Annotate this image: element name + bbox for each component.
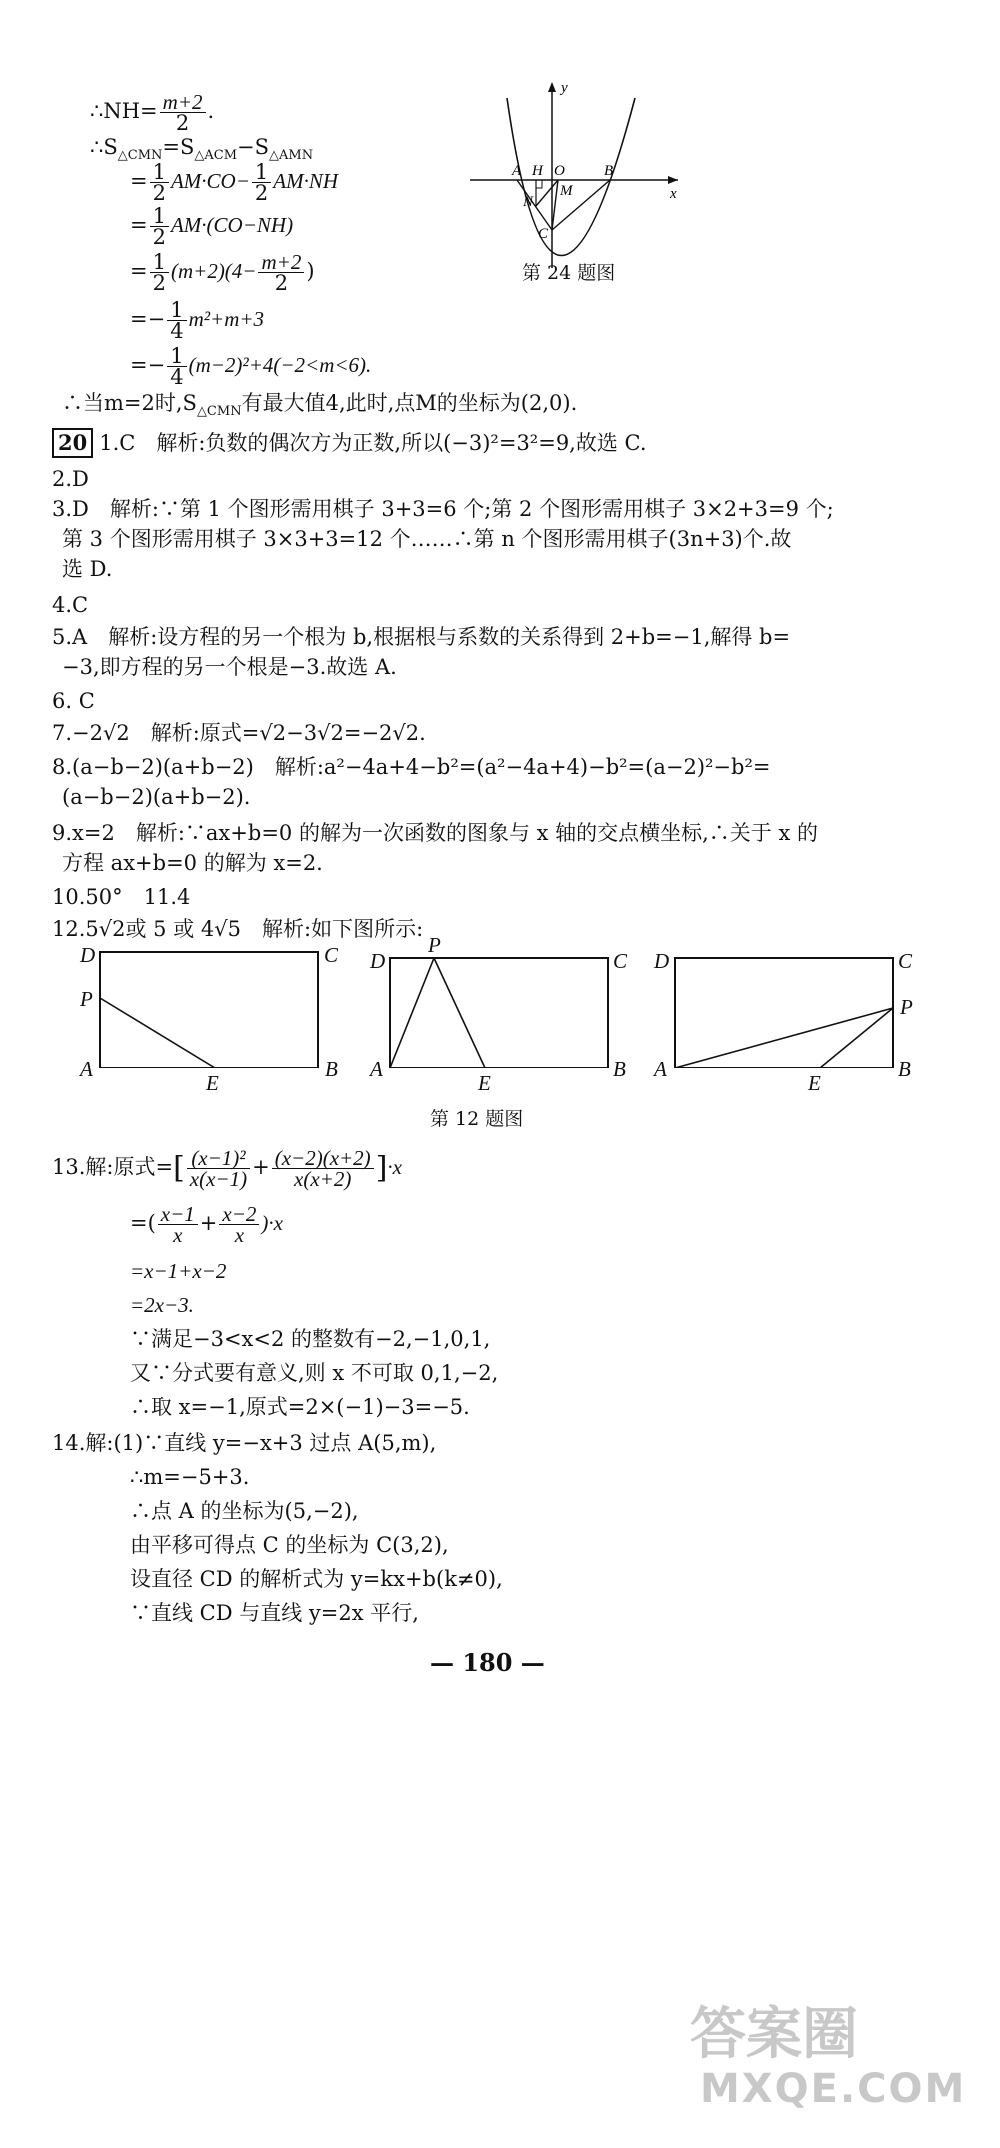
answer-14-line-3: ∴点 A 的坐标为(5,−2), — [130, 1499, 359, 1523]
fig12-label-b-1: B — [325, 1057, 338, 1081]
answer-7: 7.−2√2 解析:原式=√2−3√2=−2√2. — [52, 721, 426, 745]
answer-13-line-2: =( $\frac{x-1}{x}$ + $\frac{x-2}{x}$ )·x — [130, 1202, 283, 1247]
watermark-url: MXQE.COM — [700, 2066, 967, 2112]
answer-13-line-6: 又∵分式要有意义,则 x 不可取 0,1,−2, — [130, 1361, 499, 1385]
fig12-label-a-1: A — [80, 1057, 93, 1081]
q24-line-area: $\therefore S_{\triangle CMN}=S_{\triangle ACM}-S_{\triangle AMN}$ — [90, 135, 314, 164]
segment-pe-1 — [100, 998, 215, 1068]
fig12-label-d-3: D — [654, 949, 670, 973]
segment-cm — [552, 180, 558, 230]
q24-line-nh: ∴NH= $\frac{m+2}{2}$ . — [90, 90, 215, 135]
q24-step-4: =− $\frac{1}{4}$ m²+m+3 — [130, 298, 265, 343]
fig12-label-e-3: E — [808, 1071, 821, 1095]
answer-9-line-1: 9.x=2 解析:∵ax+b=0 的解为一次函数的图象与 x 轴的交点横坐标,∴关于 x 的 — [52, 821, 819, 845]
rect-abcd-2 — [390, 958, 608, 1068]
fig12-label-d-1: D — [80, 943, 96, 967]
fig12-label-p-2: P — [428, 933, 441, 957]
fig12-label-p-3: P — [900, 995, 913, 1019]
label-m: M — [560, 183, 573, 199]
fig12-label-e-2: E — [478, 1071, 491, 1095]
q24-step-5: =− $\frac{1}{4}$ (m−2)²+4(−2<m<6). — [130, 344, 372, 389]
answer-8-line-2: (a−b−2)(a+b−2). — [62, 785, 251, 809]
page-number: — 180 — — [430, 1648, 545, 1677]
answer-5-line-2: −3,即方程的另一个根是−3.故选 A. — [62, 655, 397, 679]
answer-13-line-3: =x−1+x−2 — [130, 1259, 227, 1283]
figure-12-panel-2 — [390, 958, 608, 1068]
answer-14-line-1: 14.解:(1)∵直线 y=−x+3 过点 A(5,m), — [52, 1431, 437, 1455]
fig12-label-a-3: A — [654, 1057, 667, 1081]
rect-abcd-3 — [675, 958, 893, 1068]
segment-pe-3 — [820, 1008, 893, 1068]
answer-10-11: 10.50° 11.4 — [52, 885, 191, 909]
segment-ap-2 — [390, 958, 434, 1068]
fig12-label-p-1: P — [80, 987, 93, 1011]
label-n: N — [523, 194, 534, 210]
fig12-label-c-1: C — [324, 943, 339, 967]
answer-14-line-4: 由平移可得点 C 的坐标为 C(3,2), — [130, 1533, 449, 1557]
answer-14-line-5: 设直径 CD 的解析式为 y=kx+b(k≠0), — [130, 1567, 503, 1591]
fig12-label-c-3: C — [898, 949, 913, 973]
answer-1: 20 1.C 解析:负数的偶次方为正数,所以(−3)²=3²=9,故选 C. — [52, 428, 647, 458]
figure-12-caption: 第 12 题图 — [430, 1108, 524, 1130]
q24-conclusion: ∴当m=2时$,S_{\triangle CMN}$有最大值4,此时,点M的坐标为(2,0). — [62, 391, 578, 420]
answer-13-line-4: =2x−3. — [130, 1293, 194, 1317]
q24-step-2: = $\frac{1}{2}$ AM·(CO−NH) — [130, 204, 294, 249]
answer-3-line-3: 选 D. — [62, 557, 113, 581]
figure-12-rectangles — [60, 948, 900, 1068]
figure-24-parabola — [460, 78, 690, 278]
segment-pe-2 — [434, 958, 485, 1068]
fig12-label-a-2: A — [370, 1057, 383, 1081]
label-o: O — [554, 163, 565, 179]
answer-14-line-6: ∵直线 CD 与直线 y=2x 平行, — [130, 1601, 419, 1625]
label-h: H — [532, 163, 543, 179]
fig12-label-d-2: D — [370, 949, 386, 973]
label-y: y — [561, 80, 568, 96]
fig12-label-c-2: C — [613, 949, 628, 973]
answer-9-line-2: 方程 ax+b=0 的解为 x=2. — [62, 851, 323, 875]
answer-4: 4.C — [52, 593, 89, 617]
parabola-curve — [507, 98, 635, 256]
answer-14-line-2: ∴m=−5+3. — [130, 1465, 250, 1489]
segment-ap-3 — [675, 1008, 893, 1068]
rect-abcd-1 — [100, 952, 318, 1068]
answer-3-line-1: 3.D 解析:∵第 1 个图形需用棋子 3+3=6 个;第 2 个图形需用棋子 3×2+3=9 个; — [52, 497, 834, 521]
answer-2: 2.D — [52, 467, 89, 491]
label-c: C — [538, 226, 549, 242]
answer-13-line-7: ∴取 x=−1,原式=2×(−1)−3=−5. — [130, 1395, 470, 1419]
fig12-label-e-1: E — [206, 1071, 219, 1095]
q24-step-3: = $\frac{1}{2}$ (m+2)(4− $\frac{m+2}{2}$ ) — [130, 250, 315, 295]
fig12-label-b-3: B — [898, 1057, 911, 1081]
figure-24-caption: 第 24 题图 — [522, 262, 616, 284]
answer-8-line-1: 8.(a−b−2)(a+b−2) 解析:a²−4a+4−b²=(a²−4a+4)−b²=(a−2)²−b²= — [52, 755, 771, 779]
answer-5-line-1: 5.A 解析:设方程的另一个根为 b,根据根与系数的关系得到 2+b=−1,解得 b= — [52, 625, 791, 649]
watermark-logo: 答案圈 — [690, 2002, 858, 2067]
fig12-label-b-2: B — [613, 1057, 626, 1081]
q24-step-1: = $\frac{1}{2}$ AM·CO− $\frac{1}{2}$ AM·NH — [130, 160, 339, 205]
label-b: B — [604, 163, 614, 179]
answer-6: 6. C — [52, 689, 95, 713]
answer-13-line-5: ∵满足−3<x<2 的整数有−2,−1,0,1, — [130, 1327, 491, 1351]
figure-12-panel-3 — [675, 958, 893, 1068]
answer-13-line-1: 13.解:原式=[ $\frac{\text{(x−1)²}}{x(x-1)}$ + $\frac{(x-2)(x+2)}{x(x+2)}$ ]·x — [52, 1146, 402, 1191]
section-number-box: 20 — [52, 428, 93, 458]
label-x: x — [670, 186, 677, 202]
answer-3-line-2: 第 3 个图形需用棋子 3×3+3=12 个……∴第 n 个图形需用棋子(3n+3)个.故 — [62, 527, 792, 551]
label-a: A — [512, 163, 522, 179]
answer-12: 12.5√2或 5 或 4√5 解析:如下图所示: — [52, 917, 424, 941]
figure-12-panel-1 — [100, 952, 318, 1068]
